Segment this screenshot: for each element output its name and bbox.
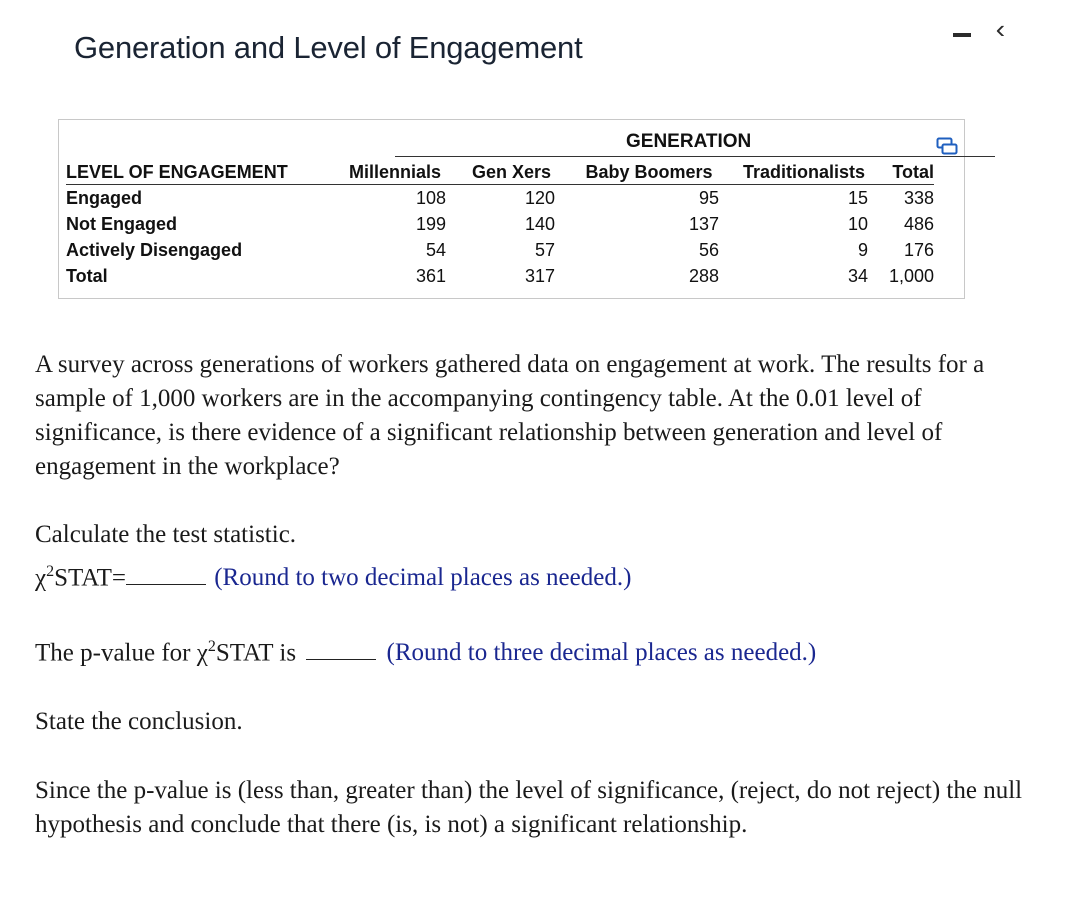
table-cell: 137: [688, 213, 719, 234]
col-header: Baby Boomers: [569, 160, 729, 185]
chevron-icon[interactable]: ‹: [995, 14, 1006, 44]
table-header-row: [66, 160, 934, 185]
state-label: State the conclusion.: [35, 708, 243, 735]
table-row: [66, 185, 934, 212]
pvalue-line: [35, 638, 816, 667]
row-label: Not Engaged: [66, 213, 177, 234]
table-row: [66, 211, 934, 237]
row-label: Total: [66, 265, 108, 286]
stat-hint: (Round to two decimal places as needed.): [214, 564, 632, 592]
table-row: [66, 237, 934, 263]
question-text: A survey across generations of workers gathered data on engagement at work. The results for a sample of 1,000 workers are in the accompanying contingency table. At the 0.01 level of significance, is there evidence of a significant relationship between generation and level of engagement in the workplace?: [35, 351, 985, 480]
table-cell: 56: [698, 239, 719, 260]
table-cell: 34: [847, 265, 868, 286]
stat-label: STAT=: [54, 564, 126, 592]
conclusion-text: Since the p-value is (less than, greater than) the level of significance, (reject, do not reject) the null hypothesis and conclude that there (is, is not) a significant relationship.: [35, 777, 1023, 838]
table-cell: 54: [425, 239, 446, 260]
copy-icon[interactable]: [936, 137, 958, 155]
col-header: LEVEL OF ENGAGEMENT: [66, 160, 336, 185]
table-cell: 361: [415, 265, 446, 286]
col-header: Traditionalists: [729, 160, 879, 185]
table-cell: 338: [903, 187, 934, 208]
chi-symbol: χ: [35, 564, 47, 592]
pvalue-answer-input[interactable]: [306, 639, 376, 660]
chi-symbol: χ: [196, 639, 208, 667]
chi-superscript: 2: [46, 563, 55, 580]
generation-underline: [395, 156, 995, 157]
calc-label: Calculate the test statistic.: [35, 521, 297, 548]
pvalue-hint: (Round to three decimal places as needed.): [386, 639, 817, 667]
chi-superscript: 2: [207, 638, 216, 655]
col-header: Total: [879, 160, 934, 185]
table-cell: 120: [524, 187, 555, 208]
table-cell: 317: [524, 265, 555, 286]
page-title: Generation and Level of Engagement: [74, 30, 583, 65]
contingency-table: [66, 160, 934, 289]
stat-line: [35, 563, 631, 592]
table-cell: 176: [903, 239, 934, 260]
table-cell: 15: [847, 187, 868, 208]
row-label: Actively Disengaged: [66, 239, 243, 260]
table-row: [66, 263, 934, 289]
generation-header: GENERATION: [626, 131, 752, 152]
stat-answer-input[interactable]: [126, 564, 206, 585]
pvalue-prefix: The p-value for: [35, 639, 197, 667]
table-cell: 108: [415, 187, 446, 208]
row-label: Engaged: [66, 187, 143, 208]
table-cell: 199: [415, 213, 446, 234]
table-cell: 288: [688, 265, 719, 286]
table-cell: 95: [698, 187, 719, 208]
table-cell: 57: [534, 239, 555, 260]
table-cell: 486: [903, 213, 934, 234]
col-header: Gen Xers: [454, 160, 569, 185]
col-header: Millennials: [336, 160, 454, 185]
minimize-icon[interactable]: [953, 33, 971, 37]
table-cell: 9: [857, 239, 868, 260]
contingency-table-panel: [58, 119, 965, 299]
pvalue-label: STAT is: [215, 639, 297, 667]
table-cell: 10: [847, 213, 868, 234]
table-cell: 140: [524, 213, 555, 234]
table-cell: 1,000: [888, 265, 934, 286]
